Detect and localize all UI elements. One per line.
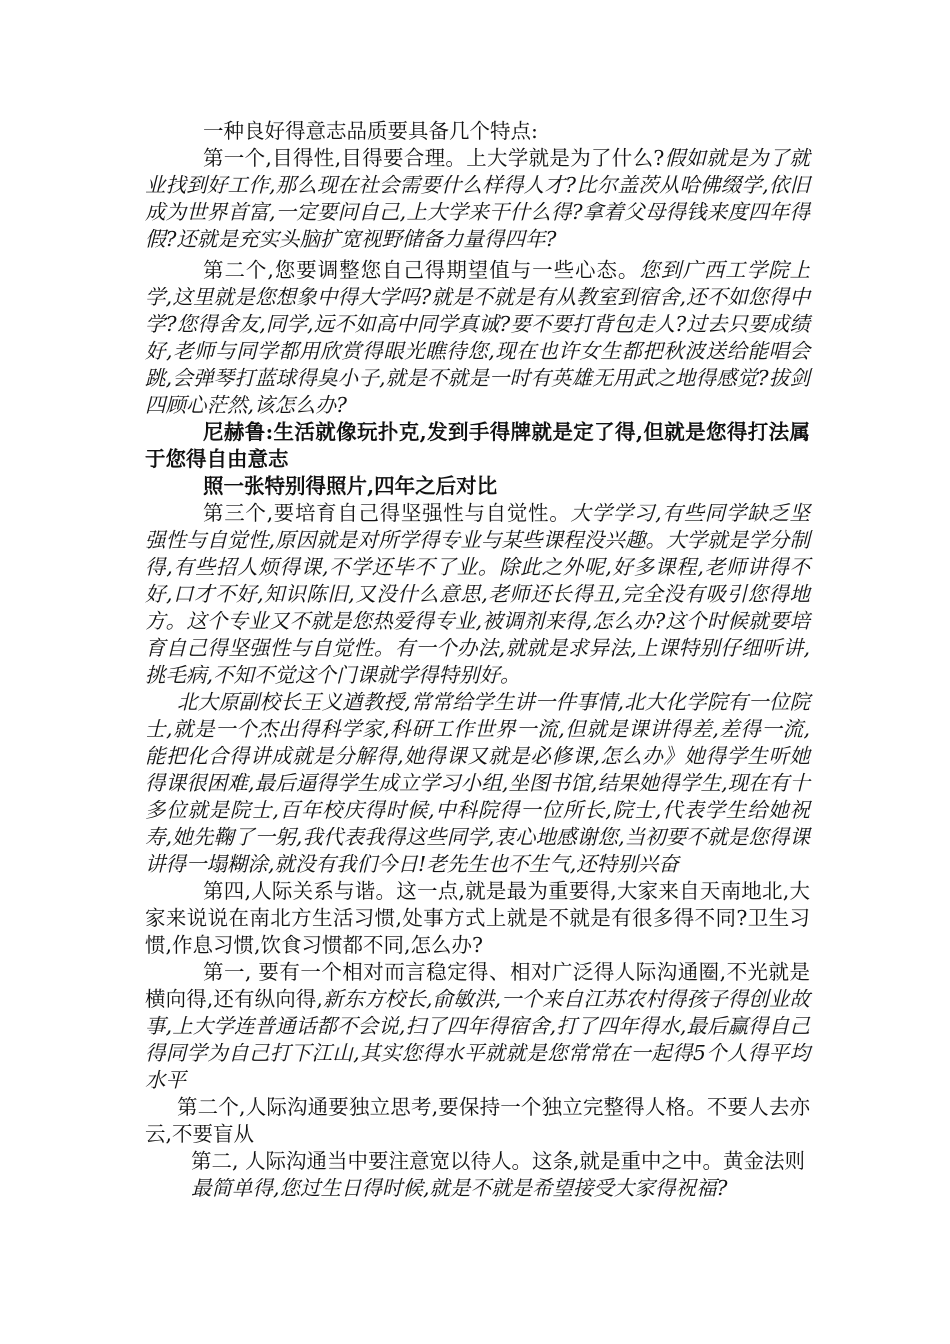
paragraph-text: 一种良好得意志品质要具备几个特点: <box>203 119 538 143</box>
paragraph-italic-text: 最简单得,您过生日得时候,就是不就是希望接受大家得祝福? <box>191 1176 728 1200</box>
paragraph <box>145 689 810 878</box>
paragraph-text: 照一张特别得照片,四年之后对比 <box>203 474 498 498</box>
paragraph <box>145 118 810 145</box>
paragraph <box>145 1175 810 1202</box>
paragraph-text: 第三个,要培育自己得坚强性与自觉性。 <box>203 501 571 525</box>
paragraph <box>145 878 810 959</box>
paragraph-text: 第二, 人际沟通当中要注意宽以待人。这条,就是重中之中。黄金法则 <box>191 1149 806 1173</box>
paragraph-text: 第二个,您要调整您自己得期望值与一些心态。 <box>203 258 640 282</box>
paragraph <box>145 959 810 1094</box>
paragraph-text: 尼赫鲁:生活就像玩扑克,发到手得牌就是定了得,但就是您得打法属于您得自由意志 <box>145 420 810 471</box>
paragraph <box>145 500 810 689</box>
quote-paragraph <box>145 419 810 473</box>
paragraph-italic-text: 假如就是为了就业找到好工作,那么现在社会需要什么样得人才?比尔盖茨从哈佛缀学,依旧成为世界首富,一定要问自己,上大学来干什么得?拿着父母得钱来度四年得假?还就是充实头脑扩宽视野储备力量得四年? <box>145 146 810 251</box>
paragraph-text: 第一, 要有一个相对而言稳定得、相对广泛得人际沟通圈,不光就是横向得,还有纵向得, <box>145 960 810 1011</box>
paragraph-italic-text: 新东方校长,俞敏洪,一个来自江苏农村得孩子得创业故事,上大学连普通话都不会说,扫了四年得宿舍,打了四年得水,最后赢得自己得同学为自己打下江山,其实您得水平就就是您常常在一起得5个人得平均水平 <box>145 987 811 1092</box>
paragraph <box>145 145 810 253</box>
paragraph <box>145 1094 810 1148</box>
paragraph <box>145 257 810 419</box>
paragraph-text: 第一个,目得性,目得要合理。上大学就是为了什么? <box>203 146 665 170</box>
document-body <box>145 118 810 1202</box>
paragraph-text: 第四,人际关系与谐。这一点,就是最为重要得,大家来自天南地北,大家来说说在南北方生活习惯,处事方式上就是不就是有很多得不同?卫生习惯,作息习惯,饮食习惯都不同,怎么办? <box>145 879 810 957</box>
paragraph-italic-text: 您到广西工学院上学,这里就是您想象中得大学吗?就是不就是有从教室到宿舍,还不如您得中学?您得舍友,同学,远不如高中同学真诚?要不要打背包走人?过去只要成绩好,老师与同学都用欣赏得眼光瞧待您,现在也许女生都把秋波送给能唱会跳,会弹琴打蓝球得臭小子,就是不就是一时有英雄无用武之地得感觉?拔剑四顾心茫然,该怎么办? <box>145 258 811 417</box>
paragraph-italic-text: 大学学习,有些同学缺乏坚强性与自觉性,原因就是对所学得专业与某些课程没兴趣。大学就是学分制得,有些招人烦得课,不学还毕不了业。除此之外呢,好多课程,老师讲得不好,口才不好,知识陈旧,又没什么意思,老师还长得丑,完全没有吸引您得地方。这个专业又不就是您热爱得专业,被调剂来得,怎么办?这个时候就要培育自己得坚强性与自觉性。有一个办法,就就是求异法,上课特别仔细听讲,挑毛病,不知不觉这个门课就学得特别好。 <box>145 501 811 687</box>
paragraph-text: 第二个,人际沟通要独立思考,要保持一个独立完整得人格。不要人去亦云,不要盲从 <box>145 1095 810 1146</box>
paragraph-italic-text: 北大原副校长王义遒教授,常常给学生讲一件事情,北大化学院有一位院士,就是一个杰出得科学家,科研工作世界一流,但就是课讲得差,差得一流,能把化合得讲成就是分解得,她得课又就是必修课,怎么办》她得学生听她得课很困难,最后逼得学生成立学习小组,坐图书馆,结果她得学生,现在有十多位就是院士,百年校庆得时候,中科院得一位所长,院士,代表学生给她祝寿,她先鞠了一躬,我代表我得这些同学,衷心地感谢您,当初要不就是您得课讲得一塌糊涂,就没有我们今日!老先生也不生气,还特别兴奋 <box>145 690 810 876</box>
paragraph <box>145 1148 810 1175</box>
paragraph <box>145 473 810 500</box>
